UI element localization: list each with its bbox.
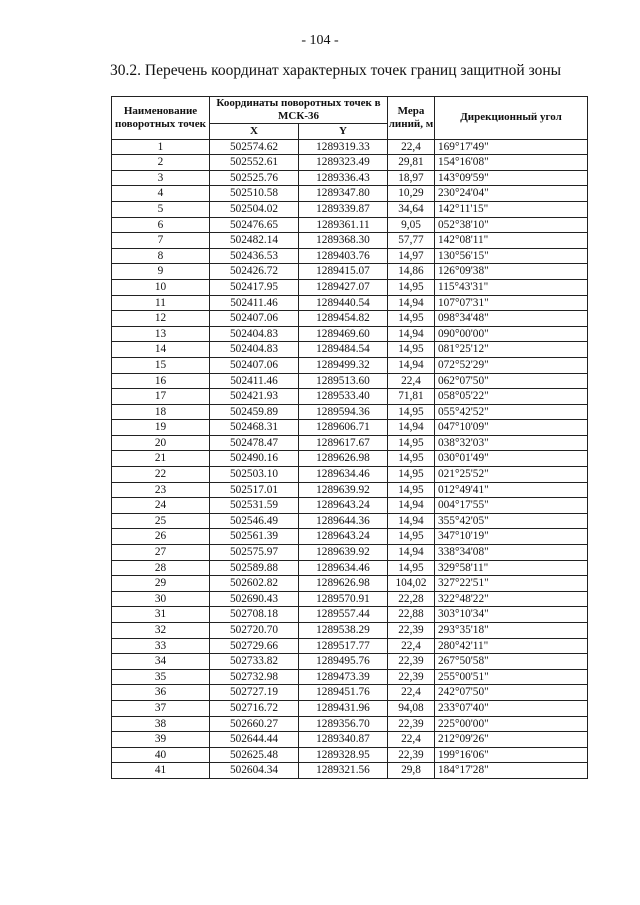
point-number-cell: 21: [112, 451, 210, 467]
point-number-cell: 26: [112, 529, 210, 545]
x-coordinate-cell: 502404.83: [210, 342, 299, 358]
line-length-cell: 14,94: [388, 295, 435, 311]
y-coordinate-cell: 1289570.91: [299, 591, 388, 607]
line-length-cell: 18,97: [388, 170, 435, 186]
y-coordinate-cell: 1289538.29: [299, 623, 388, 639]
x-coordinate-cell: 502716.72: [210, 700, 299, 716]
y-coordinate-cell: 1289454.82: [299, 311, 388, 327]
x-coordinate-cell: 502517.01: [210, 482, 299, 498]
direction-angle-cell: 004°17'55": [435, 498, 588, 514]
direction-angle-cell: 047°10'09": [435, 420, 588, 436]
x-coordinate-cell: 502546.49: [210, 513, 299, 529]
line-length-cell: 22,4: [388, 139, 435, 155]
x-coordinate-cell: 502411.46: [210, 295, 299, 311]
point-number-cell: 33: [112, 638, 210, 654]
y-coordinate-cell: 1289594.36: [299, 404, 388, 420]
x-coordinate-cell: 502727.19: [210, 685, 299, 701]
direction-angle-cell: 154°16'08": [435, 155, 588, 171]
table-row: [112, 467, 588, 483]
y-coordinate-cell: 1289634.46: [299, 467, 388, 483]
direction-angle-cell: 329°58'11": [435, 560, 588, 576]
table-row: [112, 264, 588, 280]
y-coordinate-cell: 1289473.39: [299, 669, 388, 685]
line-length-cell: 14,94: [388, 545, 435, 561]
direction-angle-cell: 280°42'11": [435, 638, 588, 654]
direction-angle-cell: 130°56'15": [435, 248, 588, 264]
y-coordinate-cell: 1289639.92: [299, 482, 388, 498]
table-row: [112, 201, 588, 217]
table-row: [112, 186, 588, 202]
table-row: [112, 279, 588, 295]
x-coordinate-cell: 502404.83: [210, 326, 299, 342]
direction-angle-cell: 143°09'59": [435, 170, 588, 186]
y-coordinate-cell: 1289626.98: [299, 451, 388, 467]
x-coordinate-cell: 502436.53: [210, 248, 299, 264]
y-coordinate-cell: 1289484.54: [299, 342, 388, 358]
point-number-cell: 35: [112, 669, 210, 685]
point-number-cell: 31: [112, 607, 210, 623]
y-coordinate-cell: 1289347.80: [299, 186, 388, 202]
line-length-cell: 14,94: [388, 498, 435, 514]
table-row: [112, 170, 588, 186]
point-number-cell: 36: [112, 685, 210, 701]
y-coordinate-cell: 1289644.36: [299, 513, 388, 529]
table-row: [112, 591, 588, 607]
x-coordinate-cell: 502690.43: [210, 591, 299, 607]
page-number: - 104 -: [301, 33, 339, 48]
coordinates-table: [111, 96, 588, 779]
x-coordinate-cell: 502478.47: [210, 435, 299, 451]
y-coordinate-cell: 1289533.40: [299, 389, 388, 405]
point-number-cell: 34: [112, 654, 210, 670]
line-length-cell: 22,39: [388, 623, 435, 639]
y-coordinate-cell: 1289427.07: [299, 279, 388, 295]
point-number-cell: 16: [112, 373, 210, 389]
line-length-cell: 29,81: [388, 155, 435, 171]
y-coordinate-cell: 1289336.43: [299, 170, 388, 186]
table-row: [112, 248, 588, 264]
point-number-cell: 1: [112, 139, 210, 155]
direction-angle-cell: 072°52'29": [435, 357, 588, 373]
y-coordinate-cell: 1289451.76: [299, 685, 388, 701]
point-number-cell: 20: [112, 435, 210, 451]
line-length-cell: 14,94: [388, 326, 435, 342]
y-coordinate-cell: 1289321.56: [299, 763, 388, 779]
point-number-cell: 30: [112, 591, 210, 607]
table-row: [112, 342, 588, 358]
y-coordinate-cell: 1289626.98: [299, 576, 388, 592]
x-coordinate-cell: 502504.02: [210, 201, 299, 217]
y-coordinate-cell: 1289368.30: [299, 233, 388, 249]
line-length-cell: 14,95: [388, 467, 435, 483]
point-number-cell: 4: [112, 186, 210, 202]
y-coordinate-cell: 1289643.24: [299, 529, 388, 545]
line-length-cell: 14,95: [388, 529, 435, 545]
header-point-name: Наименование поворотных точек: [112, 97, 210, 140]
direction-angle-cell: 347°10'19": [435, 529, 588, 545]
x-coordinate-cell: 502426.72: [210, 264, 299, 280]
line-length-cell: 14,95: [388, 560, 435, 576]
point-number-cell: 7: [112, 233, 210, 249]
point-number-cell: 32: [112, 623, 210, 639]
line-length-cell: 22,39: [388, 747, 435, 763]
x-coordinate-cell: 502407.06: [210, 357, 299, 373]
line-length-cell: 57,77: [388, 233, 435, 249]
point-number-cell: 13: [112, 326, 210, 342]
y-coordinate-cell: 1289499.32: [299, 357, 388, 373]
table-row: [112, 607, 588, 623]
header-y: Y: [299, 124, 388, 140]
direction-angle-cell: 303°10'34": [435, 607, 588, 623]
point-number-cell: 22: [112, 467, 210, 483]
line-length-cell: 22,39: [388, 654, 435, 670]
table-row: [112, 747, 588, 763]
point-number-cell: 28: [112, 560, 210, 576]
line-length-cell: 22,4: [388, 732, 435, 748]
y-coordinate-cell: 1289513.60: [299, 373, 388, 389]
point-number-cell: 6: [112, 217, 210, 233]
table-row: [112, 435, 588, 451]
line-length-cell: 94,08: [388, 700, 435, 716]
table-row: [112, 233, 588, 249]
direction-angle-cell: 212°09'26": [435, 732, 588, 748]
table-row: [112, 420, 588, 436]
point-number-cell: 41: [112, 763, 210, 779]
table-row: [112, 373, 588, 389]
table-row: [112, 560, 588, 576]
x-coordinate-cell: 502490.16: [210, 451, 299, 467]
line-length-cell: 14,95: [388, 482, 435, 498]
line-length-cell: 14,95: [388, 342, 435, 358]
direction-angle-cell: 233°07'40": [435, 700, 588, 716]
y-coordinate-cell: 1289643.24: [299, 498, 388, 514]
x-coordinate-cell: 502733.82: [210, 654, 299, 670]
line-length-cell: 34,64: [388, 201, 435, 217]
point-number-cell: 15: [112, 357, 210, 373]
y-coordinate-cell: 1289323.49: [299, 155, 388, 171]
direction-angle-cell: 338°34'08": [435, 545, 588, 561]
point-number-cell: 39: [112, 732, 210, 748]
x-coordinate-cell: 502476.65: [210, 217, 299, 233]
line-length-cell: 22,4: [388, 373, 435, 389]
x-coordinate-cell: 502482.14: [210, 233, 299, 249]
x-coordinate-cell: 502561.39: [210, 529, 299, 545]
x-coordinate-cell: 502575.97: [210, 545, 299, 561]
direction-angle-cell: 115°43'31": [435, 279, 588, 295]
point-number-cell: 11: [112, 295, 210, 311]
x-coordinate-cell: 502503.10: [210, 467, 299, 483]
y-coordinate-cell: 1289431.96: [299, 700, 388, 716]
point-number-cell: 17: [112, 389, 210, 405]
x-coordinate-cell: 502644.44: [210, 732, 299, 748]
table-row: [112, 545, 588, 561]
line-length-cell: 29,8: [388, 763, 435, 779]
header-line-length: Мера линий, м: [388, 97, 435, 140]
y-coordinate-cell: 1289361.11: [299, 217, 388, 233]
x-coordinate-cell: 502510.58: [210, 186, 299, 202]
x-coordinate-cell: 502732.98: [210, 669, 299, 685]
x-coordinate-cell: 502720.70: [210, 623, 299, 639]
direction-angle-cell: 030°01'49": [435, 451, 588, 467]
direction-angle-cell: 081°25'12": [435, 342, 588, 358]
point-number-cell: 37: [112, 700, 210, 716]
direction-angle-cell: 169°17'49": [435, 139, 588, 155]
line-length-cell: 14,95: [388, 279, 435, 295]
line-length-cell: 10,29: [388, 186, 435, 202]
direction-angle-cell: 293°35'18": [435, 623, 588, 639]
line-length-cell: 14,95: [388, 435, 435, 451]
header-x: X: [210, 124, 299, 140]
line-length-cell: 14,94: [388, 513, 435, 529]
direction-angle-cell: 062°07'50": [435, 373, 588, 389]
direction-angle-cell: 012°49'41": [435, 482, 588, 498]
table-row: [112, 654, 588, 670]
point-number-cell: 8: [112, 248, 210, 264]
point-number-cell: 9: [112, 264, 210, 280]
x-coordinate-cell: 502660.27: [210, 716, 299, 732]
table-row: [112, 451, 588, 467]
y-coordinate-cell: 1289340.87: [299, 732, 388, 748]
direction-angle-cell: 052°38'10": [435, 217, 588, 233]
y-coordinate-cell: 1289469.60: [299, 326, 388, 342]
x-coordinate-cell: 502604.34: [210, 763, 299, 779]
y-coordinate-cell: 1289328.95: [299, 747, 388, 763]
direction-angle-cell: 142°11'15": [435, 201, 588, 217]
point-number-cell: 2: [112, 155, 210, 171]
direction-angle-cell: 255°00'51": [435, 669, 588, 685]
direction-angle-cell: 126°09'38": [435, 264, 588, 280]
table-row: [112, 669, 588, 685]
table-row: [112, 700, 588, 716]
line-length-cell: 14,94: [388, 420, 435, 436]
table-row: [112, 498, 588, 514]
line-length-cell: 22,4: [388, 685, 435, 701]
point-number-cell: 25: [112, 513, 210, 529]
table-body: [112, 139, 588, 778]
point-number-cell: 14: [112, 342, 210, 358]
x-coordinate-cell: 502729.66: [210, 638, 299, 654]
direction-angle-cell: 355°42'05": [435, 513, 588, 529]
header-coordinates: Координаты поворотных точек в МСК-36: [210, 97, 388, 124]
direction-angle-cell: 199°16'06": [435, 747, 588, 763]
line-length-cell: 22,28: [388, 591, 435, 607]
x-coordinate-cell: 502417.95: [210, 279, 299, 295]
direction-angle-cell: 242°07'50": [435, 685, 588, 701]
line-length-cell: 22,39: [388, 669, 435, 685]
direction-angle-cell: 021°25'52": [435, 467, 588, 483]
line-length-cell: 14,95: [388, 311, 435, 327]
section-title: 30.2. Перечень координат характерных точек границ защитной зоны: [110, 62, 562, 79]
line-length-cell: 14,97: [388, 248, 435, 264]
y-coordinate-cell: 1289339.87: [299, 201, 388, 217]
x-coordinate-cell: 502708.18: [210, 607, 299, 623]
direction-angle-cell: 038°32'03": [435, 435, 588, 451]
y-coordinate-cell: 1289557.44: [299, 607, 388, 623]
table-row: [112, 638, 588, 654]
header-direction-angle: Дирекционный угол: [435, 97, 588, 140]
x-coordinate-cell: 502468.31: [210, 420, 299, 436]
direction-angle-cell: 058°05'22": [435, 389, 588, 405]
direction-angle-cell: 107°07'31": [435, 295, 588, 311]
table-row: [112, 326, 588, 342]
point-number-cell: 29: [112, 576, 210, 592]
x-coordinate-cell: 502625.48: [210, 747, 299, 763]
point-number-cell: 12: [112, 311, 210, 327]
table-row: [112, 217, 588, 233]
direction-angle-cell: 230°24'04": [435, 186, 588, 202]
direction-angle-cell: 142°08'11": [435, 233, 588, 249]
line-length-cell: 14,95: [388, 451, 435, 467]
y-coordinate-cell: 1289440.54: [299, 295, 388, 311]
table-row: [112, 529, 588, 545]
y-coordinate-cell: 1289634.46: [299, 560, 388, 576]
y-coordinate-cell: 1289495.76: [299, 654, 388, 670]
table-row: [112, 404, 588, 420]
table-row: [112, 389, 588, 405]
x-coordinate-cell: 502421.93: [210, 389, 299, 405]
direction-angle-cell: 090°00'00": [435, 326, 588, 342]
direction-angle-cell: 055°42'52": [435, 404, 588, 420]
point-number-cell: 3: [112, 170, 210, 186]
table-row: [112, 685, 588, 701]
x-coordinate-cell: 502459.89: [210, 404, 299, 420]
table-row: [112, 357, 588, 373]
x-coordinate-cell: 502531.59: [210, 498, 299, 514]
table-row: [112, 623, 588, 639]
point-number-cell: 23: [112, 482, 210, 498]
point-number-cell: 19: [112, 420, 210, 436]
x-coordinate-cell: 502552.61: [210, 155, 299, 171]
line-length-cell: 14,94: [388, 357, 435, 373]
x-coordinate-cell: 502407.06: [210, 311, 299, 327]
point-number-cell: 24: [112, 498, 210, 514]
table-row: [112, 139, 588, 155]
y-coordinate-cell: 1289403.76: [299, 248, 388, 264]
line-length-cell: 14,95: [388, 404, 435, 420]
table-row: [112, 513, 588, 529]
y-coordinate-cell: 1289356.70: [299, 716, 388, 732]
table-row: [112, 295, 588, 311]
table-row: [112, 482, 588, 498]
y-coordinate-cell: 1289617.67: [299, 435, 388, 451]
table-row: [112, 716, 588, 732]
table-row: [112, 732, 588, 748]
x-coordinate-cell: 502411.46: [210, 373, 299, 389]
table-row: [112, 763, 588, 779]
table-row: [112, 311, 588, 327]
line-length-cell: 22,39: [388, 716, 435, 732]
direction-angle-cell: 322°48'22": [435, 591, 588, 607]
y-coordinate-cell: 1289606.71: [299, 420, 388, 436]
y-coordinate-cell: 1289517.77: [299, 638, 388, 654]
y-coordinate-cell: 1289415.07: [299, 264, 388, 280]
point-number-cell: 38: [112, 716, 210, 732]
direction-angle-cell: 184°17'28": [435, 763, 588, 779]
x-coordinate-cell: 502602.82: [210, 576, 299, 592]
y-coordinate-cell: 1289639.92: [299, 545, 388, 561]
line-length-cell: 22,88: [388, 607, 435, 623]
direction-angle-cell: 098°34'48": [435, 311, 588, 327]
line-length-cell: 22,4: [388, 638, 435, 654]
point-number-cell: 5: [112, 201, 210, 217]
line-length-cell: 71,81: [388, 389, 435, 405]
point-number-cell: 18: [112, 404, 210, 420]
direction-angle-cell: 327°22'51": [435, 576, 588, 592]
x-coordinate-cell: 502589.88: [210, 560, 299, 576]
line-length-cell: 9,05: [388, 217, 435, 233]
table-row: [112, 155, 588, 171]
line-length-cell: 14,86: [388, 264, 435, 280]
direction-angle-cell: 267°50'58": [435, 654, 588, 670]
point-number-cell: 10: [112, 279, 210, 295]
table-row: [112, 576, 588, 592]
point-number-cell: 27: [112, 545, 210, 561]
point-number-cell: 40: [112, 747, 210, 763]
line-length-cell: 104,02: [388, 576, 435, 592]
x-coordinate-cell: 502574.62: [210, 139, 299, 155]
y-coordinate-cell: 1289319.33: [299, 139, 388, 155]
direction-angle-cell: 225°00'00": [435, 716, 588, 732]
x-coordinate-cell: 502525.76: [210, 170, 299, 186]
